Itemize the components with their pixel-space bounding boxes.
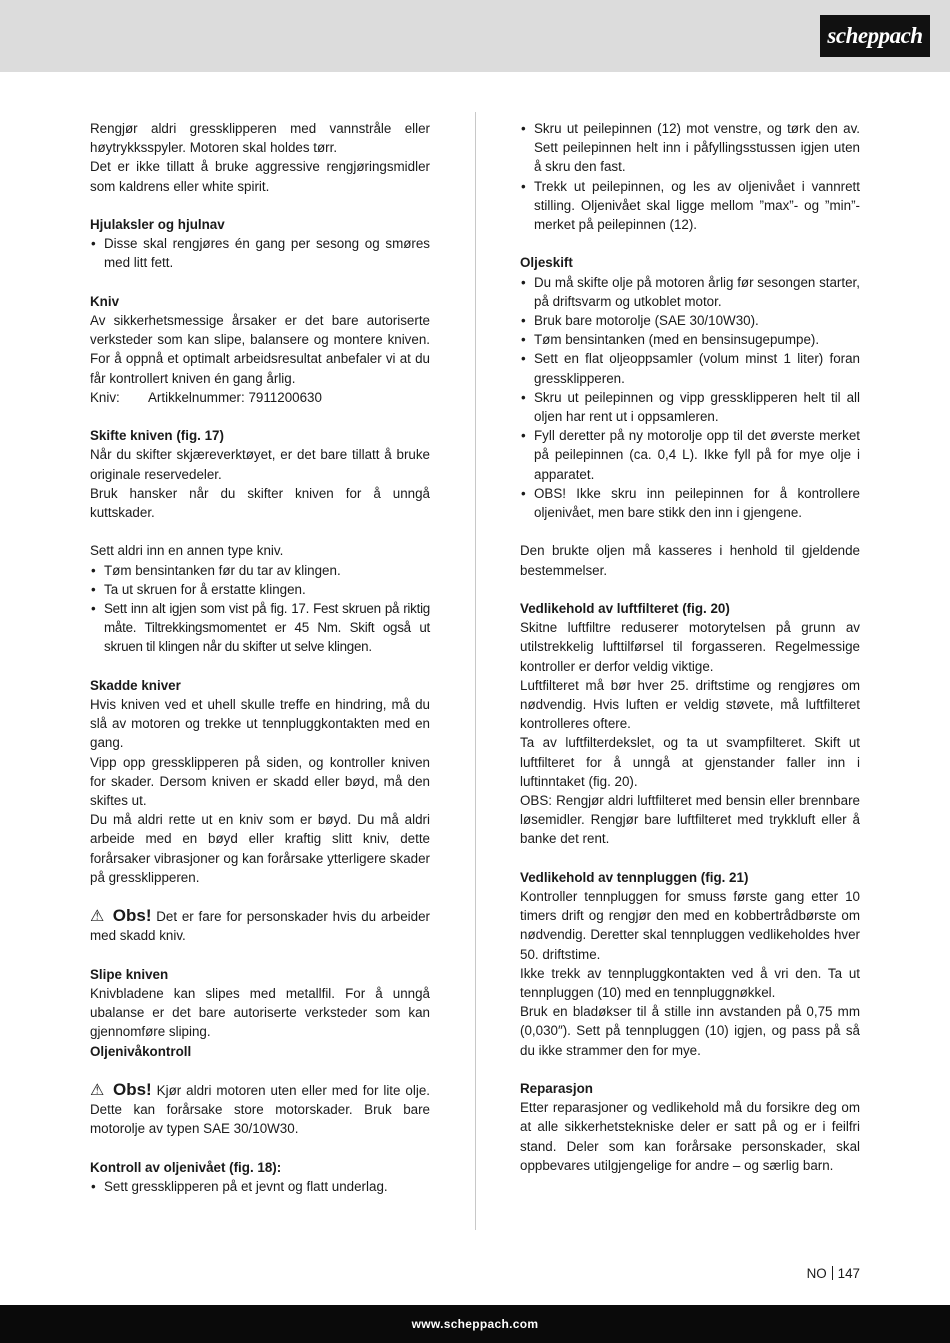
bullet-list <box>90 1177 430 1196</box>
scheppach-logo: scheppach <box>820 15 930 57</box>
bullet-list <box>90 234 430 272</box>
list-item: • Tøm bensintanken (med en bensinsugepumpe). <box>520 330 860 349</box>
section-heading: Kniv <box>90 293 120 309</box>
paragraph: Hvis kniven ved et uhell skulle treffe en hindring, må du slå av motoren og trekke ut tennpluggkontakten med en gang. <box>90 697 430 751</box>
paragraph: Kontroller tennpluggen for smuss første gang etter 10 timers drift og rengjør den med en kobbertrådbørste om nødvendig. Deretter skal tennpluggen vedlikeholdes hver 50. driftstime. <box>520 889 860 962</box>
section-heading: Vedlikehold av tennpluggen (fig. 21) <box>520 869 749 885</box>
paragraph: Bruk hansker når du skifter kniven for å unngå kuttskader. <box>90 485 430 521</box>
paragraph: Ta av luftfilterdekslet, og ta ut svampfilteret. Skift ut luftfilteret for å unngå at gjenstander faller inn i luftinntaket (fig. 20). <box>520 735 860 789</box>
paragraph: Den brukte oljen må kasseres i henhold til gjeldende bestemmelser. <box>520 543 860 578</box>
header-bar <box>0 0 950 72</box>
section-heading: Vedlikehold av luftfilteret (fig. 20) <box>520 601 730 617</box>
list-item: • Sett inn alt igjen som vist på fig. 17. Fest skruen på riktig måte. Tiltrekkingsmomentet er 45 Nm. Skift også ut skruen til klingen når du skifter ut selve klingen. <box>90 599 430 657</box>
bullet-list <box>520 119 860 234</box>
warning-label: Obs! <box>112 1080 152 1100</box>
warning-label: Obs! <box>112 906 152 926</box>
part-number-row <box>90 388 430 407</box>
paragraph: Sett aldri inn en annen type kniv. <box>90 543 284 559</box>
paragraph: Skitne luftfiltre reduserer motorytelsen på grunn av utilstrekkelig lufttilførsel til forgasseren. Regelmessige kontroller er derfor veldig viktige. <box>520 620 860 674</box>
warning-text: Det er fare for personskader hvis du arbeider med skadd kniv. <box>90 909 430 944</box>
warning-notice <box>90 1080 430 1139</box>
section-heading: Oljenivåkontroll <box>90 1043 192 1059</box>
paragraph: OBS: Rengjør aldri luftfilteret med bensin eller brennbare løsemidler. Rengjør bare luftfilteret med trykkluft eller å banke det rent. <box>520 793 860 847</box>
section-heading: Skifte kniven (fig. 17) <box>90 428 224 444</box>
section-heading: Reparasjon <box>520 1081 593 1097</box>
section-heading: Kontroll av oljenivået (fig. 18): <box>90 1159 282 1175</box>
bullet-list <box>90 561 430 657</box>
list-item: • OBS! Ikke skru inn peilepinnen for å kontrollere oljenivået, men bare stikk den inn i gjengene. <box>520 484 860 522</box>
page-number-value: 147 <box>837 1266 860 1281</box>
footer-url: www.scheppach.com <box>411 1317 539 1331</box>
warning-triangle-icon: ⚠ <box>90 908 105 926</box>
paragraph: Etter reparasjoner og vedlikehold må du forsikre deg om at alle sikkerhetstekniske deler er satt på og er i feilfri stand. Deler som kan forårsake personskader, skal oppbevares utilgjengelige for andre – og særlig barn. <box>520 1100 860 1173</box>
list-item: • Disse skal rengjøres én gang per sesong og smøres med litt fett. <box>90 234 430 272</box>
intro-paragraph: Rengjør aldri gressklipperen med vannstråle eller høytrykksspyler. Motoren skal holdes tørr. <box>90 121 430 156</box>
paragraph: Knivbladene kan slipes med metallfil. For å unngå ubalanse er det bare autoriserte verksteder som kan gjennomføre sliping. <box>90 986 430 1040</box>
warning-text: Kjør aldri motoren uten eller med for lite olje. Dette kan forårsake store motorskader. Bruk bare motorolje av typen SAE 30/10W30. <box>90 1083 430 1137</box>
right-column <box>520 119 860 1175</box>
list-item: • Sett gressklipperen på et jevnt og flatt underlag. <box>90 1177 430 1196</box>
paragraph: Vipp opp gressklipperen på siden, og kontroller kniven for skader. Dersom kniven er skadd eller bøyd, må den skiftes ut. <box>90 754 430 809</box>
list-item: • Skru ut peilepinnen og vipp gressklipperen helt til all oljen har rent ut i oppsamleren. <box>520 388 860 426</box>
column-divider <box>475 112 476 1230</box>
section-heading: Slipe kniven <box>90 966 169 982</box>
list-item: • Fyll deretter på ny motorolje opp til det øverste merket på peilepinnen (ca. 0,4 L). Ikke fyll på for mye olje i apparatet. <box>520 426 860 484</box>
paragraph: Luftfilteret må bør hver 25. driftstime og rengjøres om nødvendig. Hvis luften er veldig støvete, må luftfilteret kontrolleres oftere. <box>520 677 860 732</box>
list-item: • Bruk bare motorolje (SAE 30/10W30). <box>520 311 860 330</box>
part-label: Kniv: <box>90 389 120 405</box>
footer-bar <box>0 1305 950 1343</box>
paragraph: Bruk en bladøkser til å stille inn avstanden på 0,75 mm (0,030″). Sett på tennpluggen (10) igjen, og pass på så du ikke strammer den for mye. <box>520 1004 860 1058</box>
bullet-list <box>520 273 860 523</box>
paragraph: Ikke trekk av tennpluggkontakten ved å vri den. Ta ut tennpluggen (10) med en tennpluggnøkkel. <box>520 965 860 1001</box>
section-heading: Oljeskift <box>520 255 573 271</box>
list-item: • Trekk ut peilepinnen, og les av oljenivået i vannrett stilling. Oljenivået skal ligge mellom ”max”- og ”min”-merket på peilepinnen (12). <box>520 177 860 235</box>
page-number <box>790 1265 860 1283</box>
list-item: • Sett en flat oljeoppsamler (volum minst 1 liter) foran gressklipperen. <box>520 349 860 387</box>
warning-triangle-icon: ⚠ <box>90 1082 105 1100</box>
left-column <box>90 119 430 1196</box>
page-number-separator <box>832 1266 833 1280</box>
warning-notice <box>90 906 430 945</box>
section-heading: Skadde kniver <box>90 677 181 693</box>
list-item: • Du må skifte olje på motoren årlig før sesongen starter, på driftsvarm og utkoblet motor. <box>520 273 860 311</box>
paragraph: Du må aldri rette ut en kniv som er bøyd. Du må aldri arbeide med en bøyd eller kraftig slitt kniv, dette forårsaker vibrasjoner og kan forårsake ytterligere skader på gressklipperen. <box>90 812 430 885</box>
paragraph: Av sikkerhetsmessige årsaker er det bare autoriserte verksteder som kan slipe, balansere og montere kniven. For å oppnå et optimalt arbeidsresultat anbefaler vi at du får kontrollert kniven én gang årlig. <box>90 313 430 386</box>
language-code: NO <box>806 1266 827 1281</box>
section-heading: Hjulaksler og hjulnav <box>90 217 225 232</box>
part-value: Artikkelnummer: 7911200630 <box>148 389 322 405</box>
paragraph: Når du skifter skjæreverktøyet, er det bare tillatt å bruke originale reservedeler. <box>90 447 430 482</box>
list-item: • Skru ut peilepinnen (12) mot venstre, og tørk den av. Sett peilepinnen helt inn i påfyllingsstussen igjen uten å skru den fast. <box>520 119 860 177</box>
list-item: • Ta ut skruen for å erstatte klingen. <box>90 580 430 599</box>
intro-paragraph: Det er ikke tillatt å bruke aggressive rengjøringsmidler som kaldrens eller white spirit. <box>90 159 430 194</box>
list-item: • Tøm bensintanken før du tar av klingen. <box>90 561 430 580</box>
